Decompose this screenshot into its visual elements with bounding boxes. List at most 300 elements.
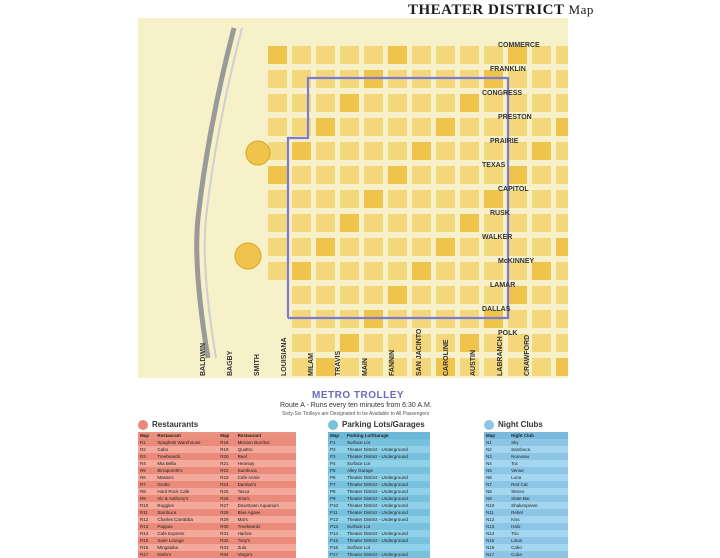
table-cell: N8 <box>484 488 509 495</box>
city-block <box>316 238 335 256</box>
city-block <box>532 310 551 328</box>
city-block <box>340 358 359 376</box>
table-row <box>484 537 568 544</box>
table-row <box>138 530 296 537</box>
table-cell: Vargo's <box>236 551 296 558</box>
table-cell: Parking Lot/Garage <box>345 432 430 439</box>
city-block <box>532 214 551 232</box>
table-row <box>138 474 296 481</box>
table-cell: Cafe Express <box>155 530 218 537</box>
table-cell: Mission Burritos <box>236 439 296 446</box>
table-row <box>328 523 430 530</box>
table-cell: Map <box>328 432 345 439</box>
table-cell: Red Cat <box>509 481 568 488</box>
table-row <box>484 467 568 474</box>
city-block <box>532 334 551 352</box>
city-block <box>436 190 455 208</box>
city-block <box>508 214 527 232</box>
street-label-travis: TRAVIS <box>335 350 342 376</box>
map-title <box>408 2 594 19</box>
city-block <box>292 286 311 304</box>
city-block <box>340 238 359 256</box>
table-row <box>484 439 568 446</box>
city-block <box>556 118 568 136</box>
city-block <box>364 142 383 160</box>
street-label-commerce: COMMERCE <box>498 42 540 49</box>
city-block <box>460 142 479 160</box>
table-row <box>138 509 296 516</box>
city-block <box>340 46 359 64</box>
city-block <box>292 262 311 280</box>
city-block <box>268 94 287 112</box>
street-label-smith: SMITH <box>254 354 261 376</box>
table-row <box>138 544 296 551</box>
street-label-milam: MILAM <box>308 353 315 376</box>
table-cell: N4 <box>484 460 509 467</box>
table-cell: Cafe Annie <box>236 474 296 481</box>
table-cell: P11 <box>328 509 345 516</box>
street-label-franklin: FRANKLIN <box>490 66 526 73</box>
city-block <box>268 70 287 88</box>
table-cell: R31 <box>218 530 235 537</box>
table-cell: R24 <box>218 481 235 488</box>
table-cell: P6 <box>328 474 345 481</box>
street-label-baldwin: BALDWIN <box>200 342 207 376</box>
table-cell: R5 <box>138 467 155 474</box>
table-cell: Cuba <box>509 551 568 558</box>
street-label-polk: POLK <box>498 330 518 337</box>
street-label-capitol: CAPITOL <box>498 186 529 193</box>
city-block <box>556 190 568 208</box>
table-cell: R27 <box>218 502 235 509</box>
city-block <box>388 46 407 64</box>
table-row <box>138 523 296 530</box>
city-block <box>436 286 455 304</box>
city-block <box>316 334 335 352</box>
table-row <box>484 481 568 488</box>
table-cell: Spaghetti Warehouse <box>155 439 218 446</box>
nightclubs-legend <box>484 420 568 557</box>
table-row <box>328 453 430 460</box>
table-cell: Cabo <box>509 544 568 551</box>
table-cell: N3 <box>484 453 509 460</box>
street-label-fannin: FANNIN <box>389 349 396 376</box>
table-cell: Trio <box>509 530 568 537</box>
table-cell: Theater District - Underground <box>345 551 430 558</box>
city-block <box>412 142 431 160</box>
table-cell: R15 <box>138 537 155 544</box>
table-cell: Alley Garage <box>345 467 430 474</box>
table-cell: P2 <box>328 446 345 453</box>
table-cell: Zula <box>236 544 296 551</box>
table-cell: Surface Lot <box>345 544 430 551</box>
table-cell: Treebeards <box>236 523 296 530</box>
table-cell: N2 <box>484 446 509 453</box>
table-cell: Kiss <box>509 516 568 523</box>
table-row <box>328 516 430 523</box>
table-row <box>484 432 568 439</box>
table-row <box>328 509 430 516</box>
city-block <box>388 118 407 136</box>
wortham-building <box>246 141 270 165</box>
street-label-walker: WALKER <box>482 234 513 241</box>
table-cell: N10 <box>484 502 509 509</box>
table-cell: N12 <box>484 516 509 523</box>
city-block <box>532 70 551 88</box>
table-cell: N16 <box>484 544 509 551</box>
table-row <box>484 495 568 502</box>
street-label-preston: PRESTON <box>498 114 532 121</box>
city-block <box>436 94 455 112</box>
table-row <box>328 544 430 551</box>
table-cell: Map <box>484 432 509 439</box>
city-block <box>436 166 455 184</box>
table-row <box>138 551 296 558</box>
street-label-lamar: LAMAR <box>490 282 516 289</box>
city-block <box>532 238 551 256</box>
table-row <box>484 509 568 516</box>
city-block <box>412 214 431 232</box>
table-cell: Theater District - Underground <box>345 446 430 453</box>
city-block <box>388 166 407 184</box>
table-row <box>328 481 430 488</box>
table-cell: R18 <box>218 439 235 446</box>
table-cell: Harlow <box>236 530 296 537</box>
city-block <box>292 142 311 160</box>
city-block <box>436 262 455 280</box>
city-block <box>556 70 568 88</box>
city-block <box>268 214 287 232</box>
city-block <box>316 166 335 184</box>
city-block <box>292 214 311 232</box>
table-cell: Night Club <box>509 432 568 439</box>
city-block <box>556 238 568 256</box>
table-cell: Blue Agave <box>236 509 296 516</box>
table-row <box>328 551 430 558</box>
table-cell: P4 <box>328 460 345 467</box>
table-row <box>328 495 430 502</box>
table-cell: Hard Rock Cafe <box>155 488 218 495</box>
nightclubs-title: Night Clubs <box>498 420 543 430</box>
table-row <box>138 537 296 544</box>
city-block <box>556 214 568 232</box>
table-cell: Theater District - Underground <box>345 509 430 516</box>
trolley-title: METRO TROLLEY <box>312 390 405 401</box>
city-block <box>316 94 335 112</box>
table-cell: Cabo <box>155 446 218 453</box>
table-cell: R10 <box>138 502 155 509</box>
table-cell: Ruggles <box>155 502 218 509</box>
city-block <box>412 118 431 136</box>
table-row <box>484 453 568 460</box>
city-block <box>340 142 359 160</box>
table-cell: Sambuca <box>236 467 296 474</box>
parking-title: Parking Lots/Garages <box>342 420 425 430</box>
city-block <box>460 238 479 256</box>
table-cell: Rebel <box>509 509 568 516</box>
table-cell: Map <box>218 432 235 439</box>
street-label-congress: CONGRESS <box>482 90 523 97</box>
table-cell: Theater District - Underground <box>345 530 430 537</box>
city-block <box>340 190 359 208</box>
street-label-louisiana: LOUISIANA <box>281 337 288 376</box>
table-cell: Surface Lot <box>345 523 430 530</box>
table-cell: R32 <box>218 537 235 544</box>
street-label-rusk: RUSK <box>490 210 510 217</box>
table-cell: N17 <box>484 551 509 558</box>
table-cell: Tony's <box>236 537 296 544</box>
city-block <box>436 46 455 64</box>
table-cell: Hearsay <box>236 460 296 467</box>
city-block <box>364 214 383 232</box>
table-cell: R16 <box>138 544 155 551</box>
table-cell: R7 <box>138 481 155 488</box>
city-block <box>460 166 479 184</box>
trolley-note: Sixty-Six Trolleys are Designated to be Available to All Passengers <box>282 411 430 417</box>
nightclubs-table <box>484 432 568 558</box>
table-cell: R1 <box>138 439 155 446</box>
table-cell: R8 <box>138 488 155 495</box>
table-row <box>138 495 296 502</box>
table-row <box>138 502 296 509</box>
parking-table <box>328 432 430 558</box>
city-block <box>412 238 431 256</box>
city-block <box>292 334 311 352</box>
table-row <box>138 488 296 495</box>
city-block <box>388 142 407 160</box>
city-block <box>364 166 383 184</box>
street-label-austin: AUSTIN <box>470 349 477 376</box>
table-cell: Mia Bella <box>155 460 218 467</box>
table-cell: Theater District - Underground <box>345 516 430 523</box>
city-block <box>556 94 568 112</box>
city-block <box>364 286 383 304</box>
restaurants-legend <box>138 420 296 557</box>
table-cell: Restaurant <box>236 432 296 439</box>
restaurant-icon <box>138 420 148 430</box>
table-cell: P10 <box>328 502 345 509</box>
table-cell: P15 <box>328 537 345 544</box>
table-row <box>328 446 430 453</box>
city-block <box>268 118 287 136</box>
restaurants-table <box>138 432 296 558</box>
city-block <box>412 166 431 184</box>
table-cell: Theater District - Underground <box>345 481 430 488</box>
table-row <box>328 537 430 544</box>
city-block <box>460 118 479 136</box>
table-row <box>328 432 430 439</box>
parking-legend <box>328 420 430 557</box>
table-row <box>138 481 296 488</box>
street-label-labranch: LABRANCH <box>497 336 504 376</box>
city-block <box>340 262 359 280</box>
city-block <box>556 262 568 280</box>
table-row <box>484 523 568 530</box>
table-row <box>484 488 568 495</box>
city-block <box>340 166 359 184</box>
parking-icon <box>328 420 338 430</box>
city-block <box>556 310 568 328</box>
title-main: THEATER DISTRICT <box>408 2 565 18</box>
table-cell: Tasca <box>236 488 296 495</box>
table-cell: P1 <box>328 439 345 446</box>
table-cell: Shakespeare <box>509 502 568 509</box>
table-cell: R3 <box>138 453 155 460</box>
table-cell: P14 <box>328 530 345 537</box>
city-block <box>436 238 455 256</box>
city-block <box>340 214 359 232</box>
street-label-prairie: PRAIRIE <box>490 138 519 145</box>
table-cell: P13 <box>328 523 345 530</box>
city-block <box>532 190 551 208</box>
city-block <box>460 94 479 112</box>
table-cell: R25 <box>218 488 235 495</box>
table-cell: N7 <box>484 481 509 488</box>
table-row <box>484 530 568 537</box>
city-block <box>340 334 359 352</box>
table-cell: P12 <box>328 516 345 523</box>
table-cell: Sake Lounge <box>155 537 218 544</box>
table-cell: Theater District - Underground <box>345 488 430 495</box>
table-cell: P8 <box>328 488 345 495</box>
table-cell: Stereo <box>509 488 568 495</box>
table-row <box>484 502 568 509</box>
table-row <box>138 460 296 467</box>
city-block <box>316 142 335 160</box>
city-block <box>460 262 479 280</box>
theater-district-map[interactable] <box>138 18 568 378</box>
table-cell: Surface Lot <box>345 460 430 467</box>
table-cell: Pappas <box>155 523 218 530</box>
table-cell: Mai's <box>236 516 296 523</box>
table-cell: Treebeards <box>155 453 218 460</box>
table-cell: R4 <box>138 460 155 467</box>
street-label-texas: TEXAS <box>482 162 506 169</box>
city-block <box>316 262 335 280</box>
city-block <box>364 238 383 256</box>
table-cell: P17 <box>328 551 345 558</box>
table-cell: R29 <box>218 516 235 523</box>
city-block <box>532 262 551 280</box>
table-cell: Massa's <box>155 474 218 481</box>
city-block <box>532 142 551 160</box>
city-block <box>532 118 551 136</box>
city-block <box>316 358 335 376</box>
city-block <box>412 190 431 208</box>
city-block <box>388 286 407 304</box>
city-block <box>316 46 335 64</box>
table-cell: Venue <box>509 467 568 474</box>
table-cell: R33 <box>218 544 235 551</box>
table-cell: Nouveau <box>509 453 568 460</box>
city-block <box>364 262 383 280</box>
table-cell: Damian's <box>236 481 296 488</box>
table-cell: R13 <box>138 523 155 530</box>
table-cell: R34 <box>218 551 235 558</box>
city-block <box>364 46 383 64</box>
table-cell: Sky <box>509 439 568 446</box>
street-label-bagby: BAGBY <box>227 350 234 376</box>
table-row <box>328 530 430 537</box>
city-block <box>556 334 568 352</box>
table-row <box>328 460 430 467</box>
table-cell: N5 <box>484 467 509 474</box>
street-label-crawford: CRAWFORD <box>524 334 531 376</box>
table-cell: Downtown Aquarium <box>236 502 296 509</box>
table-cell: Birraporetti's <box>155 467 218 474</box>
table-cell: Theater District - Underground <box>345 453 430 460</box>
city-block <box>460 286 479 304</box>
city-block <box>556 166 568 184</box>
city-block <box>412 262 431 280</box>
table-cell: Halo <box>509 523 568 530</box>
table-cell: Theater District - Underground <box>345 537 430 544</box>
city-block <box>364 334 383 352</box>
table-cell: Theater District - Underground <box>345 502 430 509</box>
table-cell: R28 <box>218 509 235 516</box>
table-cell: N1 <box>484 439 509 446</box>
table-row <box>138 432 296 439</box>
city-block <box>436 214 455 232</box>
table-cell: Theater District - Underground <box>345 495 430 502</box>
table-row <box>138 446 296 453</box>
city-block <box>508 310 527 328</box>
table-row <box>484 460 568 467</box>
table-row <box>484 516 568 523</box>
table-cell: R30 <box>218 523 235 530</box>
city-block <box>268 238 287 256</box>
table-cell: R2 <box>138 446 155 453</box>
city-block <box>340 94 359 112</box>
table-cell: Sambuca <box>155 509 218 516</box>
table-cell: N11 <box>484 509 509 516</box>
city-block <box>316 214 335 232</box>
table-cell: R26 <box>218 495 235 502</box>
table-cell: N15 <box>484 537 509 544</box>
city-block <box>364 118 383 136</box>
trolley-route-text: Route A - Runs every ten minutes from 6:30 A.M. <box>280 402 432 409</box>
table-cell: Reef <box>236 453 296 460</box>
table-cell: R6 <box>138 474 155 481</box>
table-cell: R17 <box>138 551 155 558</box>
city-block <box>556 142 568 160</box>
title-suffix: Map <box>568 2 594 17</box>
city-block <box>412 94 431 112</box>
city-block <box>388 238 407 256</box>
table-cell: Toc <box>509 460 568 467</box>
city-block <box>556 286 568 304</box>
city-block <box>532 286 551 304</box>
table-row <box>328 439 430 446</box>
city-block <box>556 358 568 376</box>
table-cell: Map <box>138 432 155 439</box>
table-cell: Vic & Anthony's <box>155 495 218 502</box>
table-row <box>138 467 296 474</box>
city-block <box>508 166 527 184</box>
table-row <box>328 467 430 474</box>
city-block <box>364 190 383 208</box>
table-cell: Irma's <box>236 495 296 502</box>
table-cell: Ninfa's <box>155 551 218 558</box>
table-cell: N6 <box>484 474 509 481</box>
city-block <box>460 46 479 64</box>
table-cell: R21 <box>218 460 235 467</box>
table-cell: R19 <box>218 446 235 453</box>
city-block <box>316 190 335 208</box>
city-block <box>436 142 455 160</box>
city-block <box>268 262 287 280</box>
street-label-dallas: DALLAS <box>482 306 511 313</box>
